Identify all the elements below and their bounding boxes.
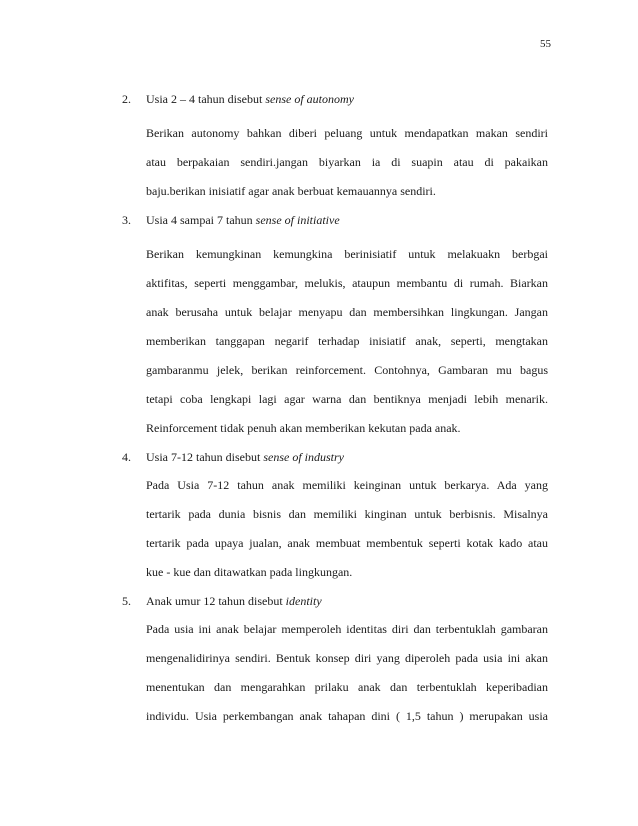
paragraph-line: Berikan autonomy bahkan diberi peluang untuk mendapatkan makan sendiri	[146, 126, 548, 140]
list-item-title	[146, 587, 322, 615]
paragraph-line: Berikan kemungkinan kemungkina berinisiatif untuk melakuakn berbgai	[146, 247, 548, 261]
list-item-title-emphasis: identity	[285, 594, 322, 608]
paragraph-line: mengenalidirinya sendiri. Bentuk konsep diri yang diperoleh pada usia ini akan	[146, 651, 548, 665]
document-body	[122, 85, 548, 731]
page-number: 55	[540, 38, 551, 50]
paragraph-line: baju.berikan inisiatif agar anak berbuat kemauannya sendiri.	[146, 184, 436, 198]
list-item-title-text: Usia 2 – 4 tahun disebut	[146, 92, 266, 106]
list-item-number: 3.	[122, 213, 131, 227]
list-item-heading	[122, 587, 548, 615]
paragraph-line: gambaranmu jelek, berikan reinforcement. Contohnya, Gambaran mu bagus	[146, 363, 548, 377]
list-item-title-text: Anak umur 12 tahun disebut	[146, 594, 286, 608]
list-item	[122, 206, 548, 443]
list-item-heading	[122, 206, 548, 234]
list-item	[122, 443, 548, 587]
list-item-number: 5.	[122, 594, 131, 608]
paragraph-line: atau berpakaian sendiri.jangan biyarkan ia di suapin atau di pakaikan	[146, 155, 548, 169]
list-item-title	[146, 85, 354, 113]
list-item-title-emphasis: sense of industry	[263, 450, 344, 464]
list-item	[122, 85, 548, 206]
list-item-title	[146, 206, 340, 234]
paragraph-line: tertarik pada upaya jualan, anak membuat membentuk seperti kotak kado atau	[146, 536, 548, 550]
paragraph-line: memberikan tanggapan negarif terhadap inisiatif anak, seperti, mengtakan	[146, 334, 548, 348]
list-item-title-emphasis: sense of initiative	[255, 213, 340, 227]
list-item-number: 2.	[122, 92, 131, 106]
paragraph-line: Pada Usia 7-12 tahun anak memiliki keinginan untuk berkarya. Ada yang	[146, 478, 548, 492]
paragraph	[146, 119, 548, 206]
list-item-title-text: Usia 4 sampai 7 tahun	[146, 213, 256, 227]
paragraph	[146, 471, 548, 587]
list-item-title-emphasis: sense of autonomy	[265, 92, 354, 106]
paragraph-line: kue - kue dan ditawatkan pada lingkungan.	[146, 565, 353, 579]
list-item-title-text: Usia 7-12 tahun disebut	[146, 450, 264, 464]
paragraph-line: anak berusaha untuk belajar menyapu dan membersihkan lingkungan. Jangan	[146, 305, 548, 319]
paragraph-line: menentukan dan mengarahkan prilaku anak dan terbentuklah keperibadian	[146, 680, 548, 694]
paragraph	[146, 240, 548, 443]
list-item-title	[146, 443, 344, 471]
paragraph-line: Reinforcement tidak penuh akan memberikan kekutan pada anak.	[146, 421, 461, 435]
paragraph-line: individu. Usia perkembangan anak tahapan dini ( 1,5 tahun ) merupakan usia	[146, 709, 548, 723]
list-item	[122, 587, 548, 731]
list-item-heading	[122, 85, 548, 113]
paragraph-line: tetapi coba lengkapi lagi agar warna dan bentiknya menjadi lebih menarik.	[146, 392, 548, 406]
paragraph	[146, 615, 548, 731]
paragraph-line: aktifitas, seperti menggambar, melukis, ataupun membantu di rumah. Biarkan	[146, 276, 548, 290]
list-item-number: 4.	[122, 450, 131, 464]
paragraph-line: tertarik pada dunia bisnis dan memiliki kinginan untuk berbisnis. Misalnya	[146, 507, 548, 521]
list-item-heading	[122, 443, 548, 471]
paragraph-line: Pada usia ini anak belajar memperoleh identitas diri dan terbentuklah gambaran	[146, 622, 548, 636]
